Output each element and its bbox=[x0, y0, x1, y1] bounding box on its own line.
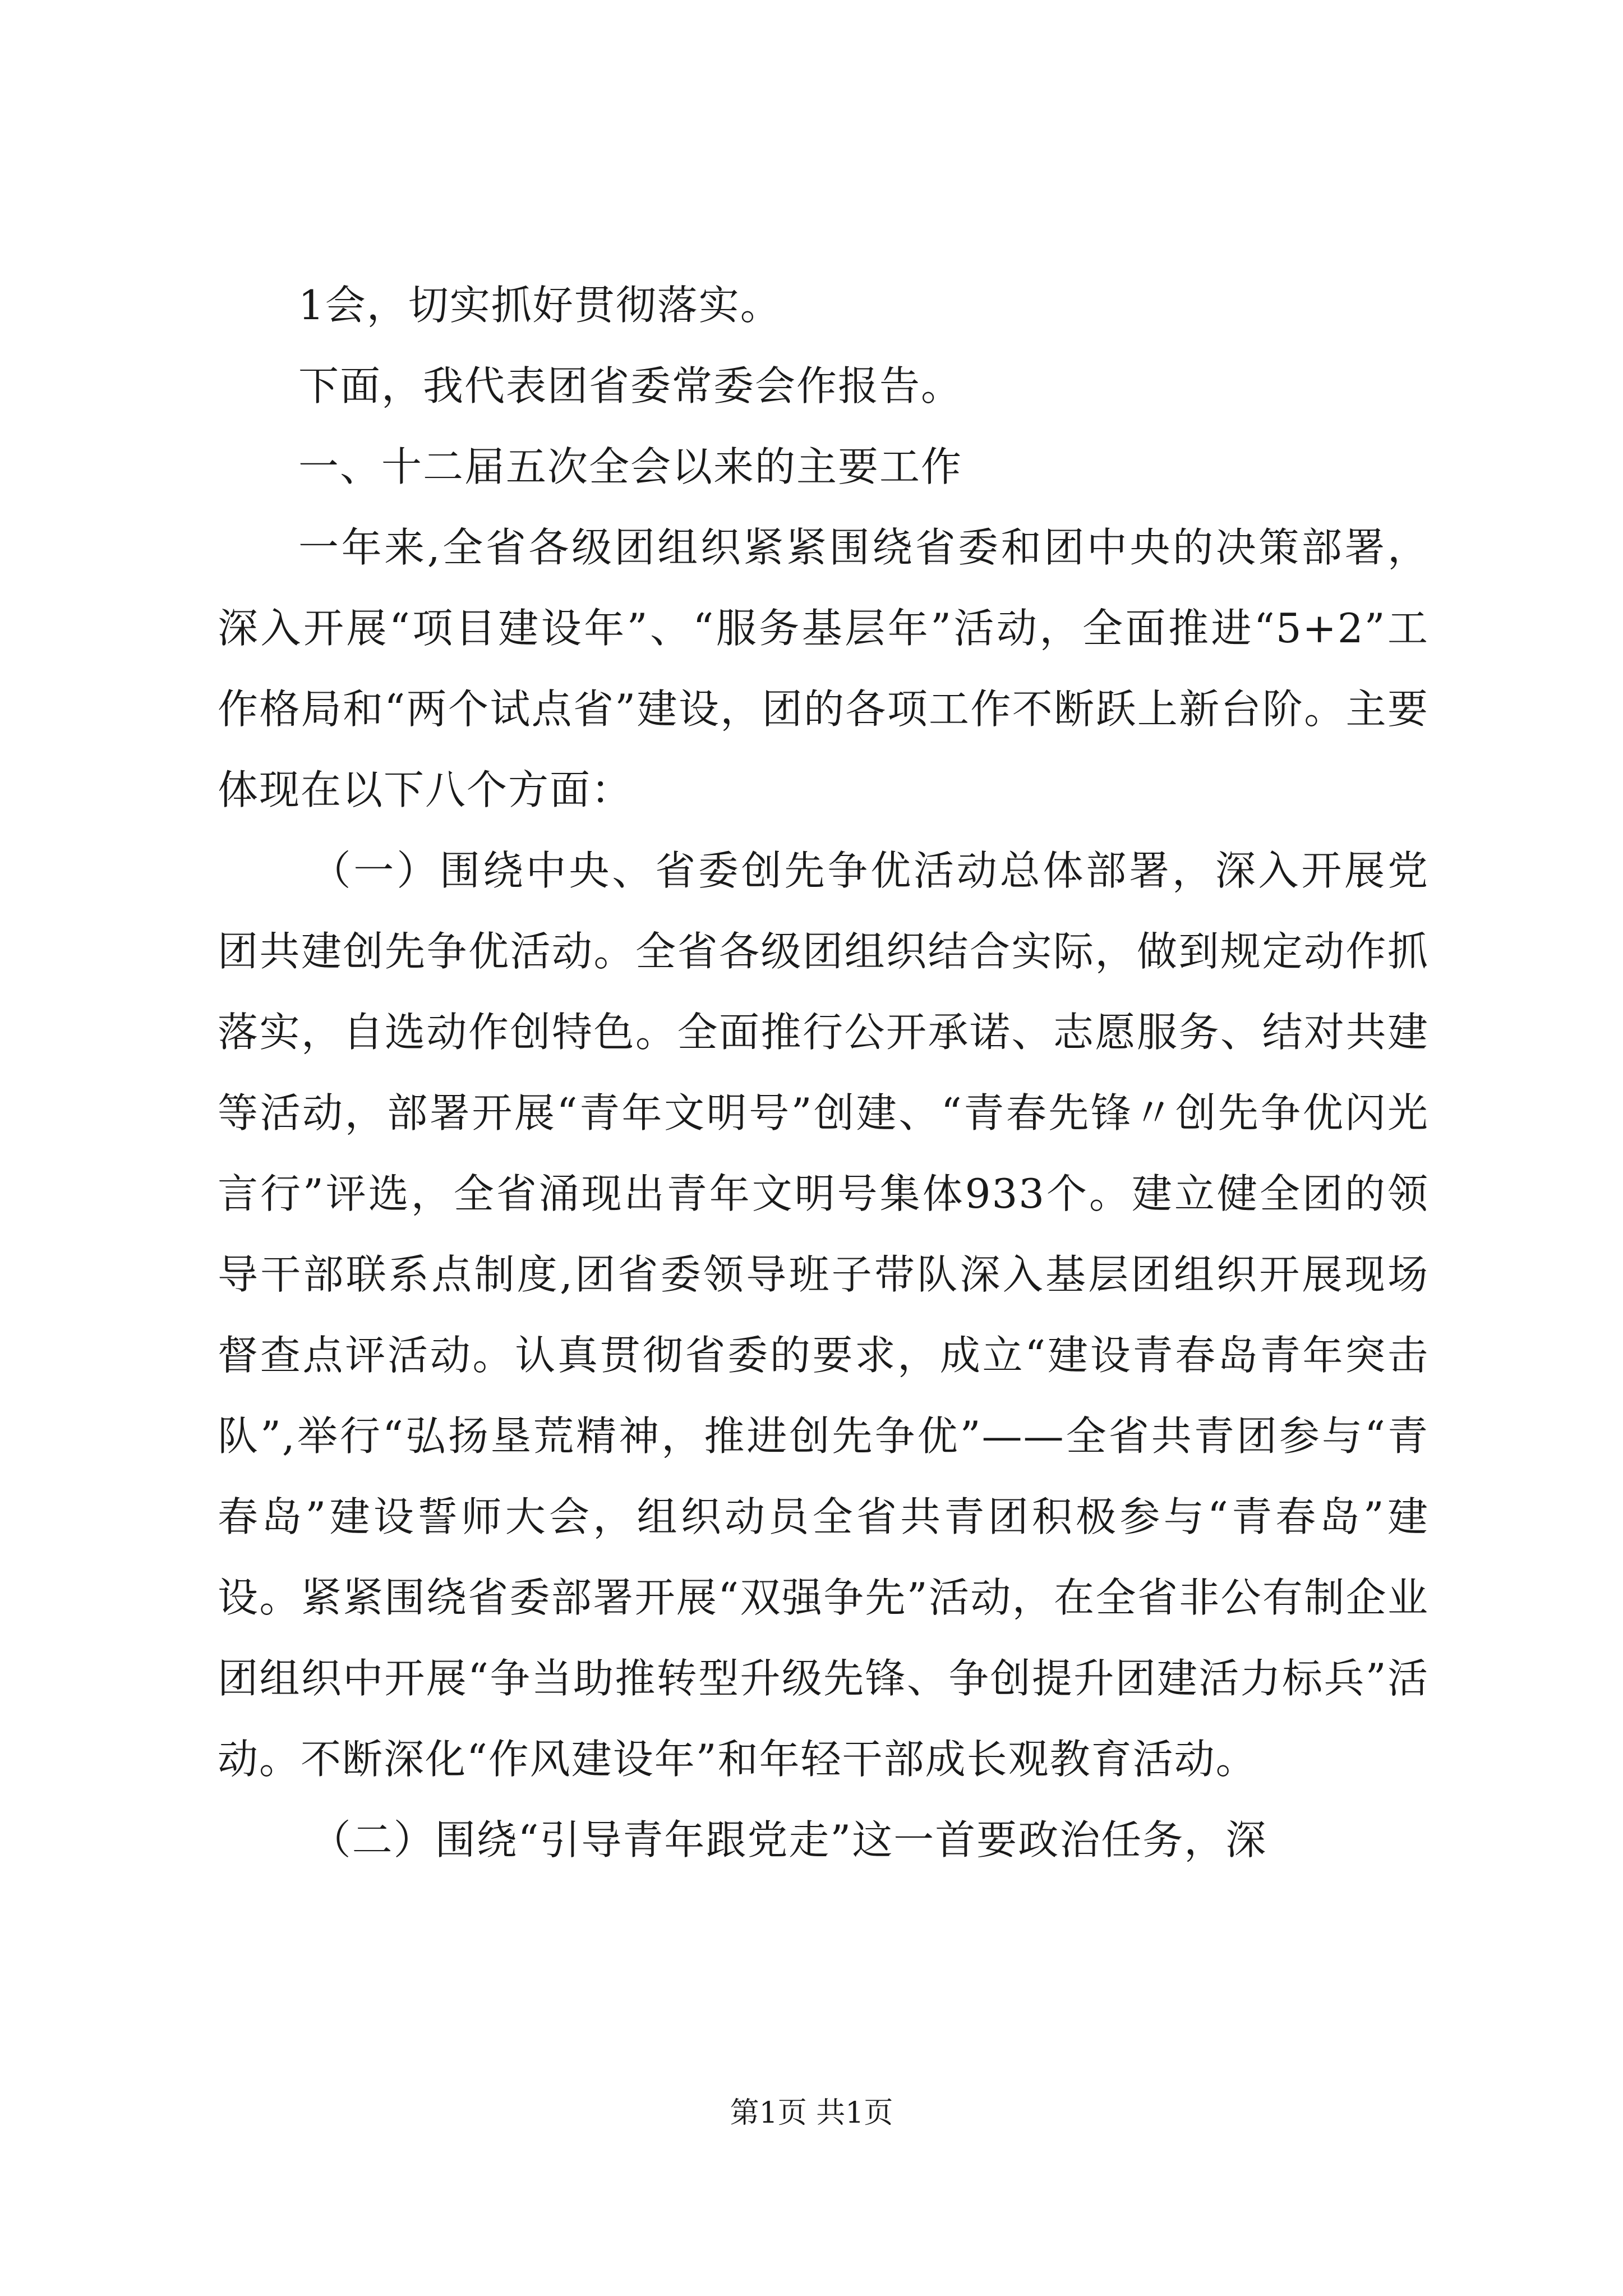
page-footer bbox=[0, 2093, 1623, 2133]
page-number-label: 第1页 共1页 bbox=[730, 2096, 893, 2130]
paragraph-overview: 一年来,全省各级团组织紧紧围绕省委和团中央的决策部署，深入开展“项目建设年”、“服务基层年”活动，全面推进“5+2”工作格局和“两个试点省”建设，团的各项工作不断跃上新台阶。主要体现在以下八个方面： bbox=[218, 524, 1429, 813]
section-heading: 一、十二届五次全会以来的主要工作 bbox=[298, 443, 963, 490]
document-body bbox=[218, 265, 1429, 1880]
paragraph-item-2: （二）围绕“引导青年跟党走”这一首要政治任务，深 bbox=[310, 1816, 1267, 1864]
paragraph-item-1: （一）围绕中央、省委创先争优活动总体部署，深入开展党团共建创先争优活动。全省各级团组织结合实际，做到规定动作抓落实，自选动作创特色。全面推行公开承诺、志愿服务、结对共建等活动，部署开展“青年文明号”创建、“青春先锋〃创先争优闪光言行”评选，全省涌现出青年文明号集体933个。建立健全团的领导干部联系点制度,团省委领导班子带队深入基层团组织开展现场督查点评活动。认真贯彻省委的要求，成立“建设青春岛青年突击队”,举行“弘扬垦荒精神，推进创先争优”——全省共青团参与“青春岛”建设誓师大会，组织动员全省共青团积极参与“青春岛”建设。紧紧围绕省委部署开展“双强争先”活动，在全省非公有制企业团组织中开展“争当助推转型升级先锋、争创提升团建活力标兵”活动。不断深化“作风建设年”和年轻干部成长观教育活动。 bbox=[218, 847, 1429, 1783]
paragraph-intro: 下面，我代表团省委常委会作报告。 bbox=[298, 362, 963, 409]
paragraph-continuation: 1会，切实抓好贯彻落实。 bbox=[298, 282, 782, 329]
